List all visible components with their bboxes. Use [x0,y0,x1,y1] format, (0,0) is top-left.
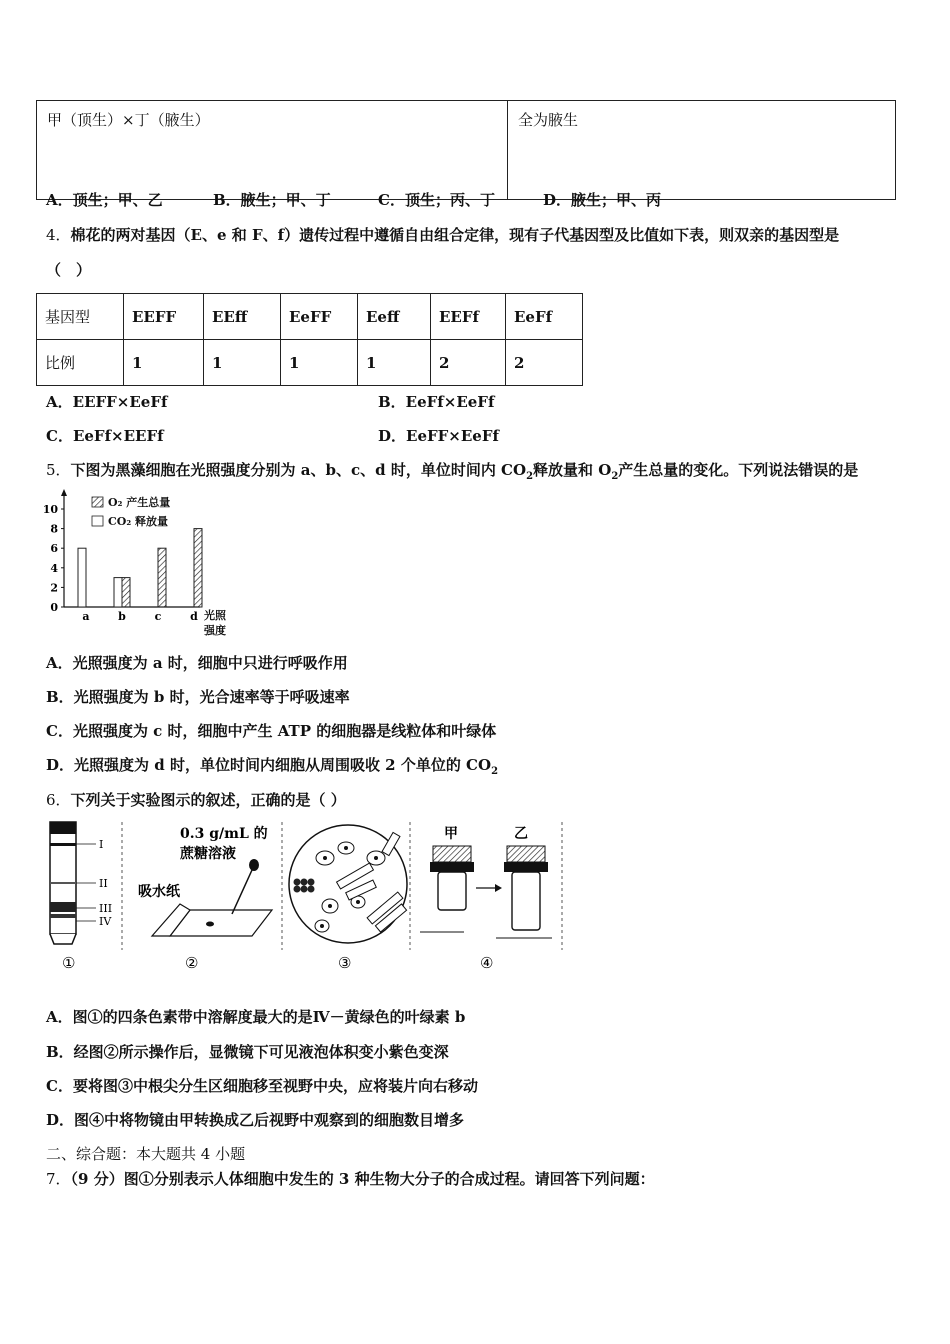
q6-stem-text: 下列关于实验图示的叙述，正确的是（ ） [70,791,346,809]
panel-label-4: ④ [480,954,494,972]
q4-paren: （ ） [46,261,92,279]
q4-option-c: C．EeFf×EEFf [46,427,164,445]
legend-co2: CO₂ 释放量 [108,515,168,528]
y-tick-label: 2 [50,581,58,595]
y-tick-label: 6 [50,542,58,556]
y-tick-label: 10 [42,503,58,516]
q5-option-d [46,754,498,777]
q5-option-d-sub: 2 [491,766,499,777]
panel-label-3: ③ [338,954,352,972]
q4-number: 4． [46,226,71,244]
solution-label-2: 蔗糖溶液 [180,846,236,862]
bar-o2-c [158,548,166,607]
band-label-1: I [99,838,104,851]
genotype-cell: EEff [204,294,281,340]
q4-option-b: B．EeFf×EeFf [378,393,495,411]
genotype-cell: EeFf [506,294,583,340]
q6-stem [46,789,346,810]
solution-label: 0.3 g/mL 的 [180,826,268,842]
ratio-label: 比例 [37,340,124,386]
cross-table [36,100,896,200]
genotype-cell: Eeff [358,294,431,340]
q5-sub2: 2 [611,471,619,482]
bar-co2-b [114,578,122,607]
genotype-table [36,293,583,386]
x-axis-label-line1: 光照 [204,609,226,622]
ratio-cell: 2 [431,340,506,386]
genotype-label: 基因型 [37,294,124,340]
cross-cell: 甲（顶生）×丁（腋生） [37,101,508,200]
result-cell: 全为腋生 [508,101,896,200]
x-axis-label-line2: 强度 [204,624,226,637]
chromatography-tube [50,822,112,944]
q5-sub1: 2 [526,471,534,482]
x-tick-label: c [154,610,162,623]
ratio-cell: 1 [281,340,358,386]
ratio-cell: 2 [506,340,583,386]
q4-option-d: D．EeFF×EeFf [378,427,499,445]
genotype-cell: EeFF [281,294,358,340]
q5-option-c: C．光照强度为 c 时，细胞中产生 ATP 的细胞器是线粒体和叶绿体 [46,722,497,740]
q5-stem-b: 释放量和 O [533,461,612,479]
bar-o2-b [122,578,130,607]
x-tick-label: d [190,610,198,623]
bar-co2-a [78,548,86,607]
ratio-cell: 1 [358,340,431,386]
legend-swatch-o2 [92,497,103,507]
ratio-cell: 1 [204,340,281,386]
panel-label-2: ② [185,954,199,972]
ratio-cell: 1 [124,340,204,386]
q6-option-a: A．图①的四条色素带中溶解度最大的是Ⅳ－黄绿色的叶绿素 b [46,1008,466,1026]
bar-o2-d [194,529,202,607]
q4-option-a: A．EEFF×EeFf [46,393,168,411]
paper-label: 吸水纸 [138,884,180,900]
panel-label-1: ① [62,954,76,972]
lens-label-a: 甲 [444,826,458,842]
q7-text: （9 分）图①分别表示人体细胞中发生的 3 种生物大分子的合成过程。请回答下列问题： [70,1170,655,1188]
q5-option-b: B．光照强度为 b 时，光合速率等于呼吸速率 [46,688,350,706]
section-heading: 二、综合题：本大题共 4 小题 [46,1145,246,1163]
legend-o2: O₂ 产生总量 [108,496,171,509]
lens-label-b: 乙 [514,826,528,842]
q3-option-a: A．顶生；甲、乙 [46,191,163,209]
x-tick-label: b [118,610,126,623]
genotype-cell: EEFf [431,294,506,340]
q3-option-b: B．腋生；甲、丁 [213,191,331,209]
experiment-figure [40,818,570,978]
objective-lenses [420,826,552,938]
q6-number: 6． [46,791,71,809]
q3-option-c: C．顶生；丙、丁 [378,191,495,209]
o2-co2-bar-chart [30,486,250,642]
q4-stem-text: 棉花的两对基因（E、e 和 F、f）遗传过程中遵循自由组合定律，现有子代基因型及比值如下表，则双亲的基因型是 [70,226,840,244]
y-tick-label: 8 [50,522,58,536]
q5-stem-a: 下图为黑藻细胞在光照强度分别为 a、b、c、d 时，单位时间内 CO [70,461,527,479]
genotype-cell: EEFF [124,294,204,340]
band-label-3: III [99,902,113,915]
microscope-field [289,825,407,943]
q7-stem [46,1168,655,1189]
band-label-2: II [99,877,108,890]
q6-option-b: B．经图②所示操作后，显微镜下可见液泡体积变小紫色变深 [46,1043,449,1061]
q3-option-d: D．腋生；甲、丙 [543,191,662,209]
x-tick-label: a [82,610,90,623]
chart-legend [92,495,170,528]
q4-stem [46,224,839,245]
y-tick-label: 0 [50,601,58,614]
q5-number: 5． [46,461,71,479]
ratio-row [37,340,583,386]
q7-number: 7． [46,1170,71,1188]
q5-option-a: A．光照强度为 a 时，细胞中只进行呼吸作用 [46,654,348,672]
legend-swatch-co2 [92,516,103,526]
q5-stem-c: 产生总量的变化。下列说法错误的是 [618,461,859,479]
q6-option-d: D．图④中将物镜由甲转换成乙后视野中观察到的细胞数目增多 [46,1111,465,1129]
genotype-row [37,294,583,340]
q6-option-c: C．要将图③中根尖分生区细胞移至视野中央，应将装片向右移动 [46,1077,478,1095]
q5-stem [46,459,858,482]
y-axis-arrow [61,489,67,496]
band-label-4: IV [99,915,112,928]
y-tick-label: 4 [50,561,58,575]
slide-dropper-setup [138,825,272,936]
q5-option-d-text: D．光照强度为 d 时，单位时间内细胞从周围吸收 2 个单位的 CO [46,756,492,774]
